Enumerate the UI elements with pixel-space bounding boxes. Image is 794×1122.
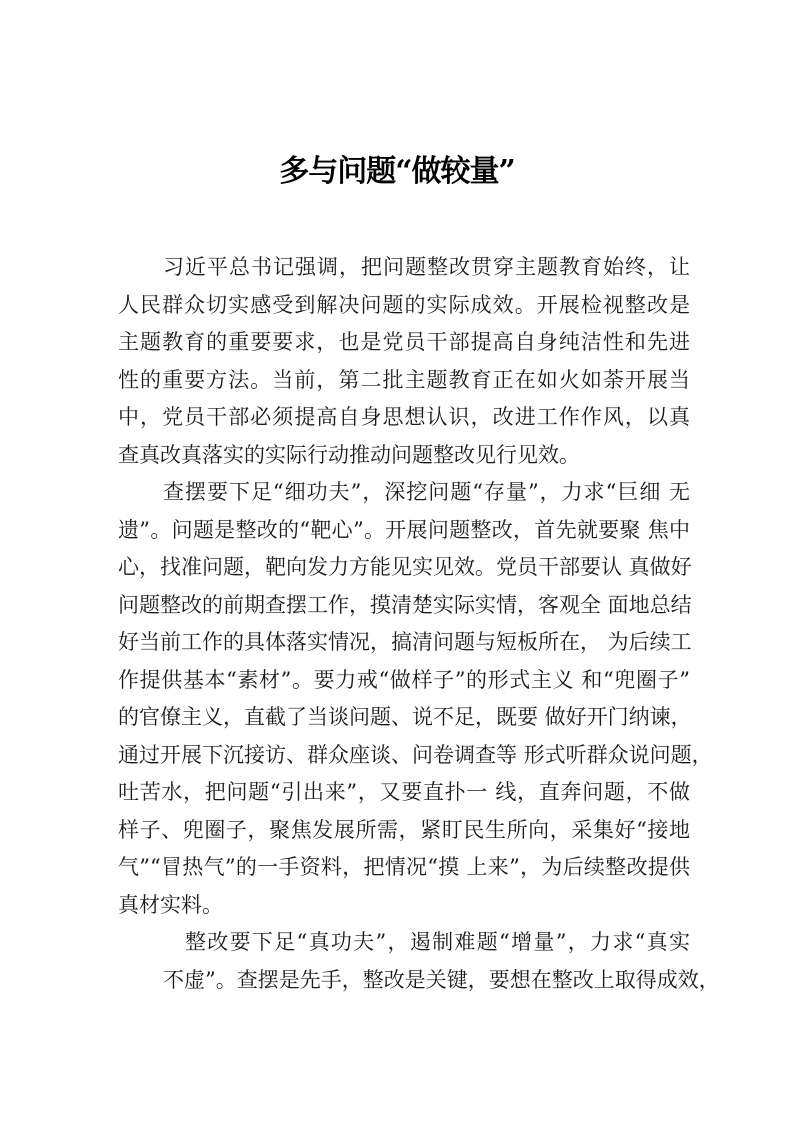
- text-line: 主题教育的重要要求，也是党员干部提高自身纯洁性和先进: [118, 330, 690, 354]
- text-line: 查摆要下足“细功夫”，深挖问题“存量”，力求“巨细 无: [163, 480, 690, 504]
- text-line: 样子、兜圈子，聚焦发展所需，紧盯民生所向，采集好“接地: [118, 817, 690, 842]
- text-line: 气”“冒热气”的一手资料，把情况“摸 上来”，为后续整改提供: [118, 855, 690, 879]
- text-line: 不虚”。查摆是先手，整改是关键，要想在整改上取得成效，: [163, 967, 720, 992]
- document-title: 多与问题“做较量”: [279, 154, 515, 189]
- text-line: 查真改真落实的实际行动推动问题整改见行见效。: [118, 442, 580, 467]
- text-line: 心，找准问题，靶向发力方能见实见效。党员干部要认 真做好: [118, 555, 692, 579]
- text-line: 真材实料。: [118, 892, 223, 917]
- text-line: 遗”。问题是整改的“靶心”。开展问题整改，首先就要聚 焦中: [118, 517, 690, 542]
- text-line: 吐苦水，把问题“引出来”，又要直扑一 线，直奔问题，不做: [118, 780, 690, 804]
- text-line: 中，党员干部必须提高自身思想认识，改进工作作风，以真: [118, 405, 690, 429]
- text-line: 的官僚主义，直截了当谈问题、说不足，既要 做好开门纳谏，: [118, 705, 692, 729]
- text-line: 性的重要方法。当前，第二批主题教育正在如火如荼开展当: [118, 367, 690, 392]
- text-line: 人民群众切实感受到解决问题的实际成效。开展检视整改是: [118, 292, 690, 317]
- text-line: 通过开展下沉接访、群众座谈、问卷调查等 形式听群众说问题，: [118, 742, 713, 767]
- text-line: 整改要下足“真功夫”，遏制难题“增量”，力求“真实: [185, 930, 690, 954]
- text-line: 问题整改的前期查摆工作，摸清楚实际实情，客观全 面地总结: [118, 592, 692, 617]
- text-line: 好当前工作的具体落实情况，搞清问题与短板所在， 为后续工: [118, 630, 692, 654]
- text-line: 习近平总书记强调，把问题整改贯穿主题教育始终，让: [163, 255, 690, 279]
- text-line: 作提供基本“素材”。要力戒“做样子”的形式主义 和“兜圈子”: [118, 667, 690, 692]
